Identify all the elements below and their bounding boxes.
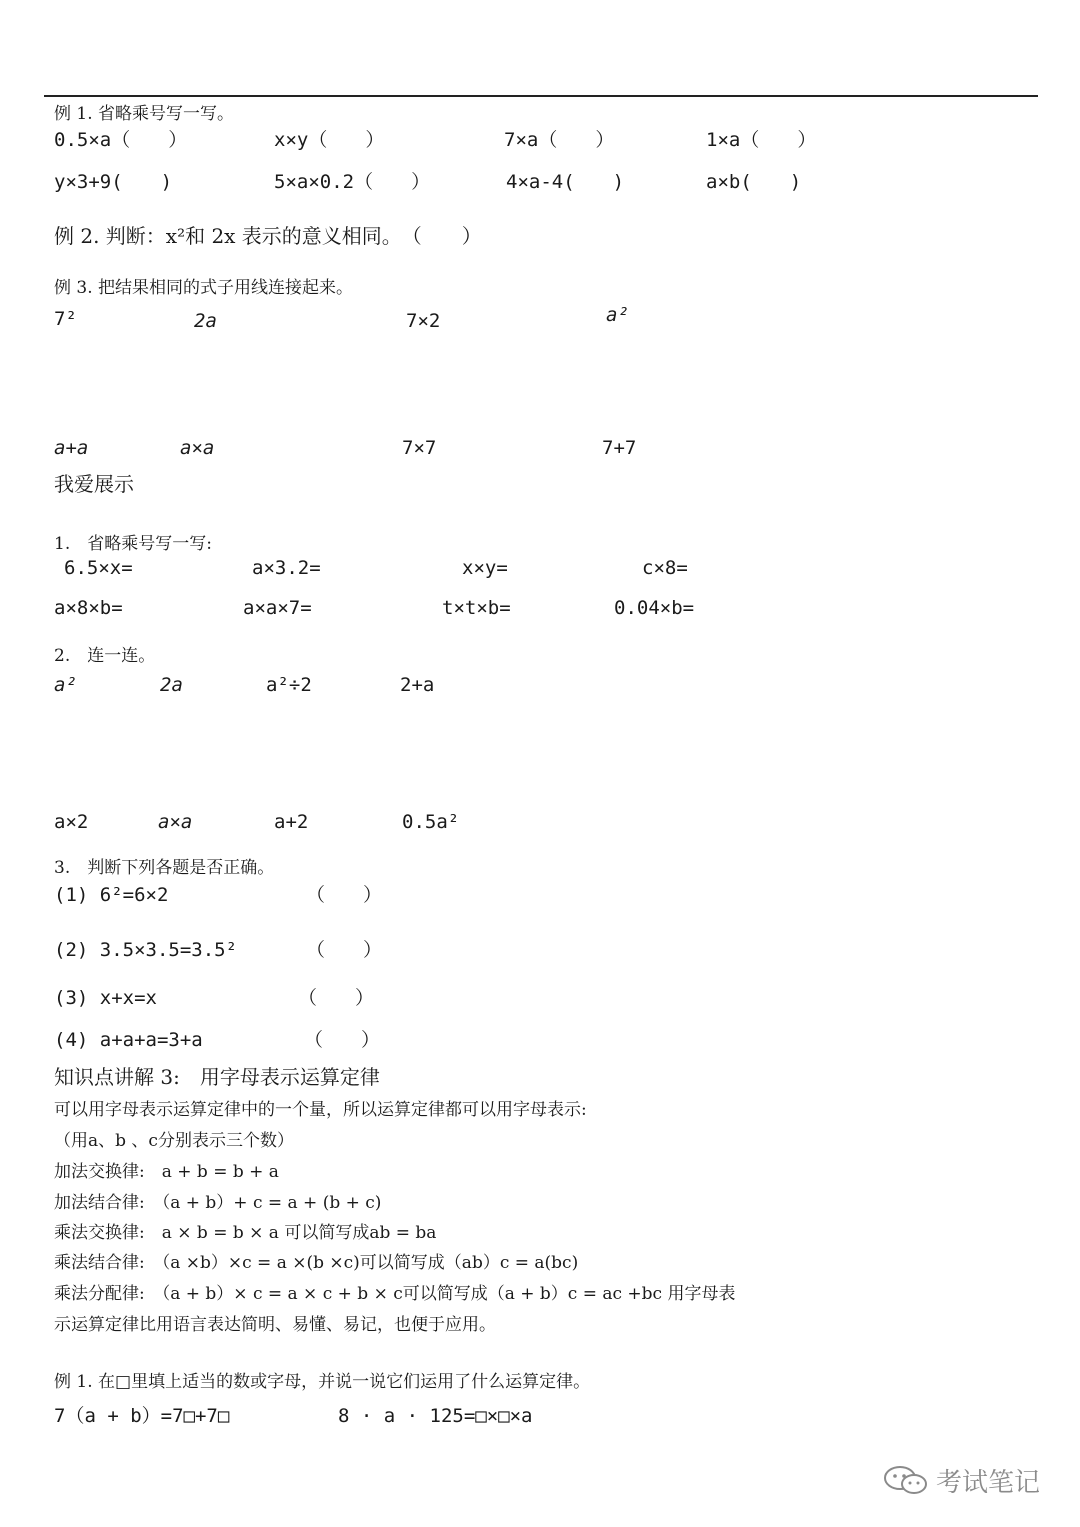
example-3-title: 例 3. 把结果相同的式子用线连接起来。 <box>54 278 354 298</box>
example-1-item: 4×a-4( ) <box>506 171 625 193</box>
knowledge-point-heading: 知识点讲解 3: 用字母表示运算定律 <box>54 1065 380 1089</box>
example-1-item: 5×a×0.2（ ） <box>274 171 431 193</box>
example-1-item: 7×a（ ） <box>504 129 615 151</box>
match-expression: a+2 <box>274 811 309 833</box>
question-1-item: a×3.2= <box>252 557 321 579</box>
judge-item-label: (4) a+a+a=3+a <box>54 1029 203 1051</box>
match-expression: a×2 <box>54 811 89 833</box>
knowledge-point-line: 可以用字母表示运算定律中的一个量，所以运算定律都可以用字母表示: <box>54 1100 587 1120</box>
knowledge-point-line: 乘法结合律: （a ×b）×c = a ×(b ×c)可以简写成（ab）c = a(bc) <box>54 1253 579 1273</box>
question-1-item: x×y= <box>462 557 508 579</box>
example-1-item: 0.5×a（ ） <box>54 129 188 151</box>
example-1-item: a×b( ) <box>706 171 802 193</box>
question-1-item: t×t×b= <box>442 597 511 619</box>
question-1-item: c×8= <box>642 557 688 579</box>
judge-item-label: (1) 6²=6×2 <box>54 884 169 906</box>
wechat-bubble-icon <box>882 1464 930 1498</box>
match-expression: a×a <box>180 437 215 459</box>
example-1-item: x×y（ ） <box>274 129 385 151</box>
match-expression: 0.5a² <box>402 811 460 833</box>
question-1-item: a×8×b= <box>54 597 123 619</box>
knowledge-point-line: 加法交换律: a + b = b + a <box>54 1162 279 1182</box>
match-expression: 2a <box>194 310 217 332</box>
match-expression: 7×7 <box>402 437 437 459</box>
judge-item-blank: （ ） <box>306 884 383 906</box>
fill-blank-item: 7（a + b）=7□+7□ <box>54 1405 230 1427</box>
match-expression: a×a <box>158 811 193 833</box>
fill-blank-item: 8 · a · 125=□×□×a <box>338 1405 533 1427</box>
match-expression: a+a <box>54 437 89 459</box>
knowledge-point-line: 示运算定律比用语言表达简明、易懂、易记，也便于应用。 <box>54 1315 496 1335</box>
match-expression: 2a <box>160 674 183 696</box>
knowledge-point-line: 乘法交换律: a × b = b × a 可以简写成ab = ba <box>54 1223 437 1243</box>
question-2-title: 2. 连一连。 <box>54 646 156 666</box>
example-1-item: 1×a（ ） <box>706 129 817 151</box>
knowledge-point-line: （用a、b 、c分别表示三个数） <box>54 1131 294 1151</box>
match-expression: 7² <box>54 308 77 330</box>
example-1-item: y×3+9( ) <box>54 171 173 193</box>
judge-item-blank: （ ） <box>298 987 375 1009</box>
final-example-title: 例 1. 在□里填上适当的数或字母，并说一说它们运用了什么运算定律。 <box>54 1372 591 1392</box>
knowledge-point-line: 加法结合律: （a + b）+ c = a + (b + c) <box>54 1193 382 1213</box>
judge-item-label: (3) x+x=x <box>54 987 157 1009</box>
question-1-title: 1. 省略乘号写一写: <box>54 534 212 554</box>
watermark <box>882 1462 1040 1499</box>
judge-item-blank: （ ） <box>306 939 383 961</box>
watermark-text: 考试笔记 <box>936 1468 1041 1498</box>
match-expression: 7×2 <box>406 310 441 332</box>
question-1-item: a×a×7= <box>243 597 312 619</box>
match-expression: a²÷2 <box>266 674 312 696</box>
header-rule <box>44 95 1038 97</box>
question-1-item: 6.5×x= <box>64 557 133 579</box>
match-expression: a² <box>54 674 77 696</box>
section-heading-show: 我爱展示 <box>54 472 134 496</box>
match-expression: 7+7 <box>602 437 637 459</box>
judge-item-blank: （ ） <box>304 1029 381 1051</box>
example-2-text: 例 2. 判断：x²和 2x 表示的意义相同。 （ ） <box>54 224 482 248</box>
judge-item-label: (2) 3.5×3.5=3.5² <box>54 939 238 961</box>
match-expression: a² <box>606 304 629 326</box>
knowledge-point-line: 乘法分配律: （a + b）× c = a × c + b × c可以简写成（a + b）c = ac +bc 用字母表 <box>54 1284 736 1304</box>
question-1-item: 0.04×b= <box>614 597 695 619</box>
match-expression: 2+a <box>400 674 435 696</box>
example-1-title: 例 1. 省略乘号写一写。 <box>54 104 235 124</box>
question-3-title: 3. 判断下列各题是否正确。 <box>54 858 275 878</box>
